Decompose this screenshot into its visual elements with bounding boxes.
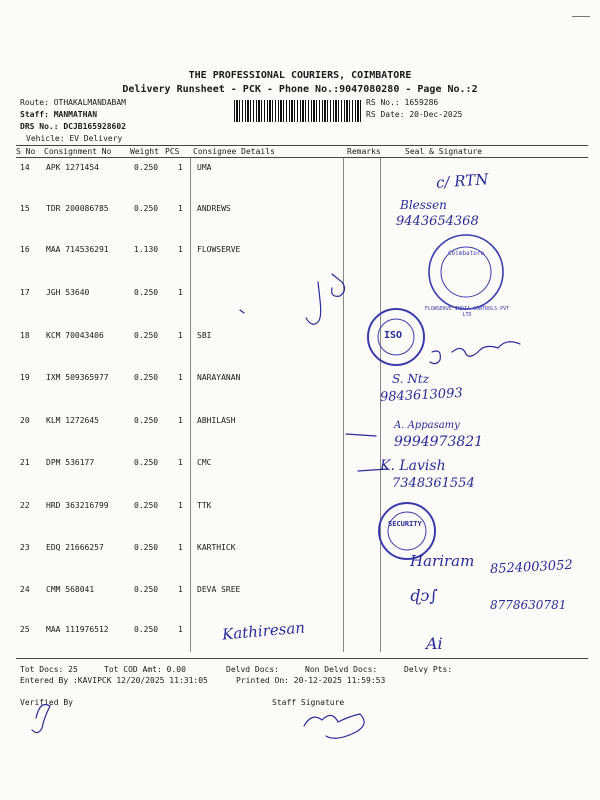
handwritten-name: Hariram xyxy=(410,552,475,570)
row-consignment: KCM 70043406 xyxy=(46,331,104,340)
staff-signature-label: Staff Signature xyxy=(272,698,345,707)
row-pcs: 1 xyxy=(178,288,183,297)
handwritten-name: A. Appasamy xyxy=(394,420,460,431)
signature-scribble xyxy=(430,342,520,364)
verified-signature xyxy=(32,705,50,733)
row-consignee: FLOWSERVE xyxy=(197,245,241,254)
col-consignee: Consignee Details xyxy=(193,147,275,156)
row-consignment: JGH 53640 xyxy=(46,288,90,297)
handwritten-name: K. Lavish xyxy=(380,458,446,474)
handwritten-phone: 9443654368 xyxy=(396,214,479,229)
row-pcs: 1 xyxy=(178,245,183,254)
stamp-text: SECURITY xyxy=(388,520,422,528)
row-pcs: 1 xyxy=(178,373,183,382)
row-sno: 16 xyxy=(20,245,30,254)
row-consignee: CMC xyxy=(197,458,212,467)
security-stamp xyxy=(379,503,435,559)
handwritten-initials: Ai xyxy=(426,634,443,653)
handwritten-name: S. Ntz xyxy=(392,372,430,386)
row-weight: 0.250 xyxy=(134,625,159,634)
handwritten-name: Blessen xyxy=(400,198,447,212)
row-consignee: SBI xyxy=(197,331,212,340)
row-weight: 0.250 xyxy=(134,501,159,510)
row-consignment: TDR 200086785 xyxy=(46,204,109,213)
col-weight: Weight xyxy=(130,147,159,156)
row-sno: 24 xyxy=(20,585,30,594)
pen-mark-icon xyxy=(332,274,345,296)
row-pcs: 1 xyxy=(178,625,183,634)
row-sno: 23 xyxy=(20,543,30,552)
col-sno: S No xyxy=(16,147,36,156)
row-sno: 20 xyxy=(20,416,30,425)
company-seal xyxy=(429,235,503,309)
non-delivered-docs: Non Delvd Docs: xyxy=(305,665,378,674)
delivered-docs: Delvd Docs: xyxy=(226,665,279,674)
row-consignee: TTK xyxy=(197,501,212,510)
pen-mark-icon xyxy=(346,434,376,436)
row-consignment: CMM 568041 xyxy=(46,585,95,594)
row-pcs: 1 xyxy=(178,331,183,340)
row-weight: 0.250 xyxy=(134,543,159,552)
col-seal: Seal & Signature xyxy=(405,147,483,156)
row-weight: 0.250 xyxy=(134,416,159,425)
row-weight: 0.250 xyxy=(134,331,159,340)
row-pcs: 1 xyxy=(178,501,183,510)
verified-by-label: Verified By xyxy=(20,698,73,707)
row-pcs: 1 xyxy=(178,163,183,172)
vehicle-label: Vehicle: EV Delivery xyxy=(26,134,123,143)
row-consignee: UMA xyxy=(197,163,212,172)
handwritten-phone: 8524003052 xyxy=(489,557,574,578)
row-weight: 1.130 xyxy=(134,245,159,254)
handwritten-name: Kathiresan xyxy=(221,618,306,644)
row-pcs: 1 xyxy=(178,458,183,467)
total-docs: Tot Docs: 25 xyxy=(20,665,78,674)
seal-text: FLOWSERVE INDIA CONTROLS PVT LTD xyxy=(424,306,510,318)
total-cod: Tot COD Amt: 0.00 xyxy=(104,665,186,674)
row-weight: 0.250 xyxy=(134,163,159,172)
rs-number: RS No.: 1659286 xyxy=(366,98,439,107)
drs-label: DRS No.: DCJB165928602 xyxy=(20,122,126,131)
row-consignment: KLM 1272645 xyxy=(46,416,99,425)
col-pcs: PCS xyxy=(165,147,180,156)
row-consignment: MAA 111976512 xyxy=(46,625,109,634)
col-remarks: Remarks xyxy=(347,147,381,156)
stamp-text: ISO xyxy=(384,330,403,341)
rs-date: RS Date: 20-Dec-2025 xyxy=(366,110,463,119)
company-title: THE PROFESSIONAL COURIERS, COIMBATORE xyxy=(188,70,412,81)
row-consignment: IXM 509365977 xyxy=(46,373,109,382)
row-weight: 0.250 xyxy=(134,204,159,213)
row-sno: 14 xyxy=(20,163,30,172)
printed-on: Printed On: 20-12-2025 11:59:53 xyxy=(236,676,386,685)
row-consignee: DEVA SREE xyxy=(197,585,241,594)
row-pcs: 1 xyxy=(178,204,183,213)
row-weight: 0.250 xyxy=(134,288,159,297)
col-consignment: Consignment No xyxy=(44,147,112,156)
route-label: Route: OTHAKALMANDABAM xyxy=(20,98,126,107)
pen-mark-icon xyxy=(240,310,244,313)
row-consignment: EDQ 21666257 xyxy=(46,543,104,552)
row-sno: 18 xyxy=(20,331,30,340)
handwritten-initials: ɖↄ∫ xyxy=(410,586,438,605)
row-sno: 25 xyxy=(20,625,30,634)
row-consignment: DPM 536177 xyxy=(46,458,95,467)
row-consignment: HRD 363216799 xyxy=(46,501,109,510)
delivery-points: Delvy Pts: xyxy=(404,665,453,674)
handwritten-note: c/ RTN xyxy=(435,170,489,192)
row-consignee: KARTHICK xyxy=(197,543,236,552)
row-sno: 21 xyxy=(20,458,30,467)
row-consignment: APK 1271454 xyxy=(46,163,99,172)
row-pcs: 1 xyxy=(178,585,183,594)
entered-by: Entered By :KAVIPCK 12/20/2025 11:31:05 xyxy=(20,676,208,685)
handwritten-phone: 9843613093 xyxy=(379,385,464,406)
row-pcs: 1 xyxy=(178,416,183,425)
staff-label: Staff: MANMATHAN xyxy=(20,110,98,119)
row-weight: 0.250 xyxy=(134,373,159,382)
row-sno: 22 xyxy=(20,501,30,510)
row-weight: 0.250 xyxy=(134,458,159,467)
handwritten-phone: 8778630781 xyxy=(490,598,567,612)
runsheet-subtitle: Delivery Runsheet - PCK - Phone No.:9047080280 - Page No.:2 xyxy=(122,84,478,95)
handwritten-phone: 9994973821 xyxy=(394,434,484,450)
row-consignee: NARAYANAN xyxy=(197,373,241,382)
row-sno: 15 xyxy=(20,204,30,213)
staff-signature xyxy=(304,714,364,738)
row-consignee: ABHILASH xyxy=(197,416,236,425)
row-consignment: MAA 714536291 xyxy=(46,245,109,254)
handwritten-phone: 7348361554 xyxy=(392,476,475,491)
seal-city: Coimbatore xyxy=(447,250,485,257)
pen-mark-icon xyxy=(306,282,321,324)
row-pcs: 1 xyxy=(178,543,183,552)
row-sno: 19 xyxy=(20,373,30,382)
row-sno: 17 xyxy=(20,288,30,297)
row-weight: 0.250 xyxy=(134,585,159,594)
row-consignee: ANDREWS xyxy=(197,204,231,213)
